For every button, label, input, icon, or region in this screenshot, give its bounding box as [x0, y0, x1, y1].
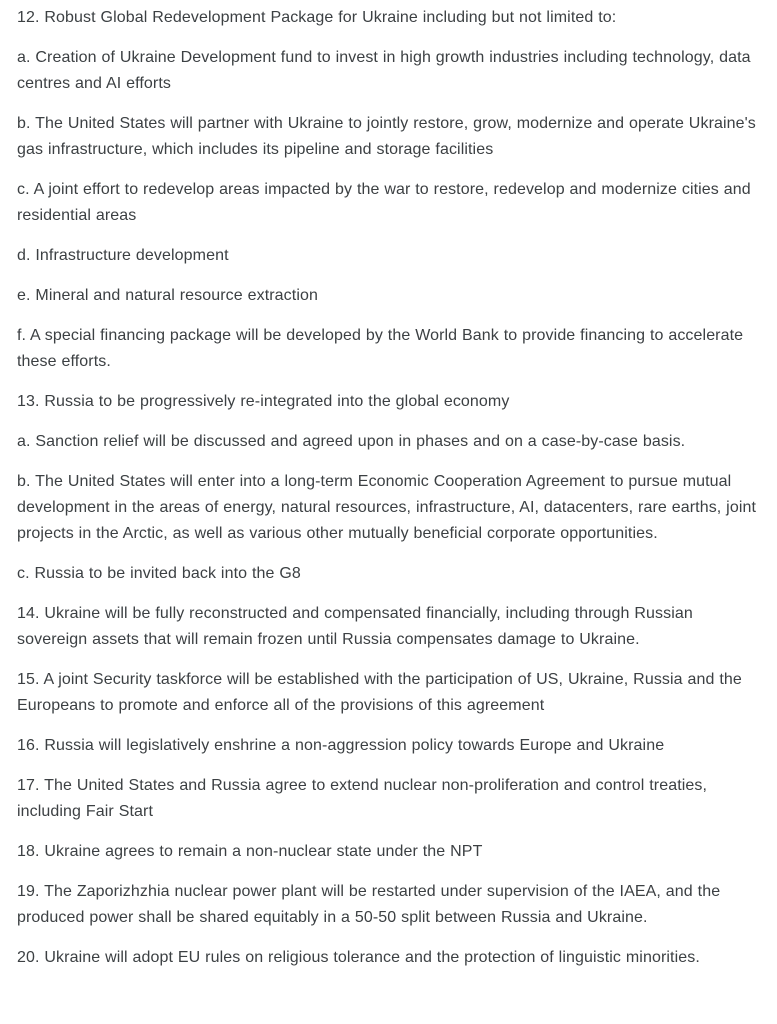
paragraph-item-18: 18. Ukraine agrees to remain a non-nuclear state under the NPT [17, 843, 483, 860]
paragraph-item-15: 15. A joint Security taskforce will be established with the participation of US, Ukraine, Russia and the Europeans to promote and enforce all of the provisions of this agreement [17, 671, 742, 714]
paragraph-item-12e: e. Mineral and natural resource extraction [17, 287, 318, 304]
paragraph-item-12a: a. Creation of Ukraine Development fund to invest in high growth industries including technology, data centres and AI efforts [17, 49, 751, 92]
paragraph-item-14: 14. Ukraine will be fully reconstructed and compensated financially, including through Russian sovereign assets that will remain frozen until Russia compensates damage to Ukraine. [17, 605, 693, 648]
paragraph-item-19: 19. The Zaporizhzhia nuclear power plant will be restarted under supervision of the IAEA, and the produced power shall be shared equitably in a 50-50 split between Russia and Ukraine. [17, 883, 721, 926]
paragraph-item-12: 12. Robust Global Redevelopment Package for Ukraine including but not limited to: [17, 9, 617, 26]
paragraph-item-17: 17. The United States and Russia agree to extend nuclear non-proliferation and control treaties, including Fair Start [17, 777, 708, 820]
paragraph-item-12c: c. A joint effort to redevelop areas impacted by the war to restore, redevelop and modernize cities and residential areas [17, 181, 751, 224]
paragraph-item-16: 16. Russia will legislatively enshrine a non-aggression policy towards Europe and Ukraine [17, 737, 665, 754]
paragraph-item-12d: d. Infrastructure development [17, 247, 229, 264]
paragraph-item-13c: c. Russia to be invited back into the G8 [17, 565, 301, 582]
paragraph-item-13a: a. Sanction relief will be discussed and agreed upon in phases and on a case-by-case basis. [17, 433, 686, 450]
paragraph-item-12b: b. The United States will partner with Ukraine to jointly restore, grow, modernize and operate Ukraine's gas infrastructure, which includes its pipeline and storage facilities [17, 115, 756, 158]
paragraph-item-20: 20. Ukraine will adopt EU rules on religious tolerance and the protection of linguistic minorities. [17, 949, 700, 966]
paragraph-item-13b: b. The United States will enter into a long-term Economic Cooperation Agreement to pursue mutual development in the areas of energy, natural resources, infrastructure, AI, datacenters, rare earths, joint projects in the Arctic, as well as various other mutually beneficial corporate opportunities. [17, 473, 757, 542]
paragraph-item-13: 13. Russia to be progressively re-integrated into the global economy [17, 393, 510, 410]
paragraph-item-12f: f. A special financing package will be developed by the World Bank to provide financing to accelerate these efforts. [17, 327, 744, 370]
